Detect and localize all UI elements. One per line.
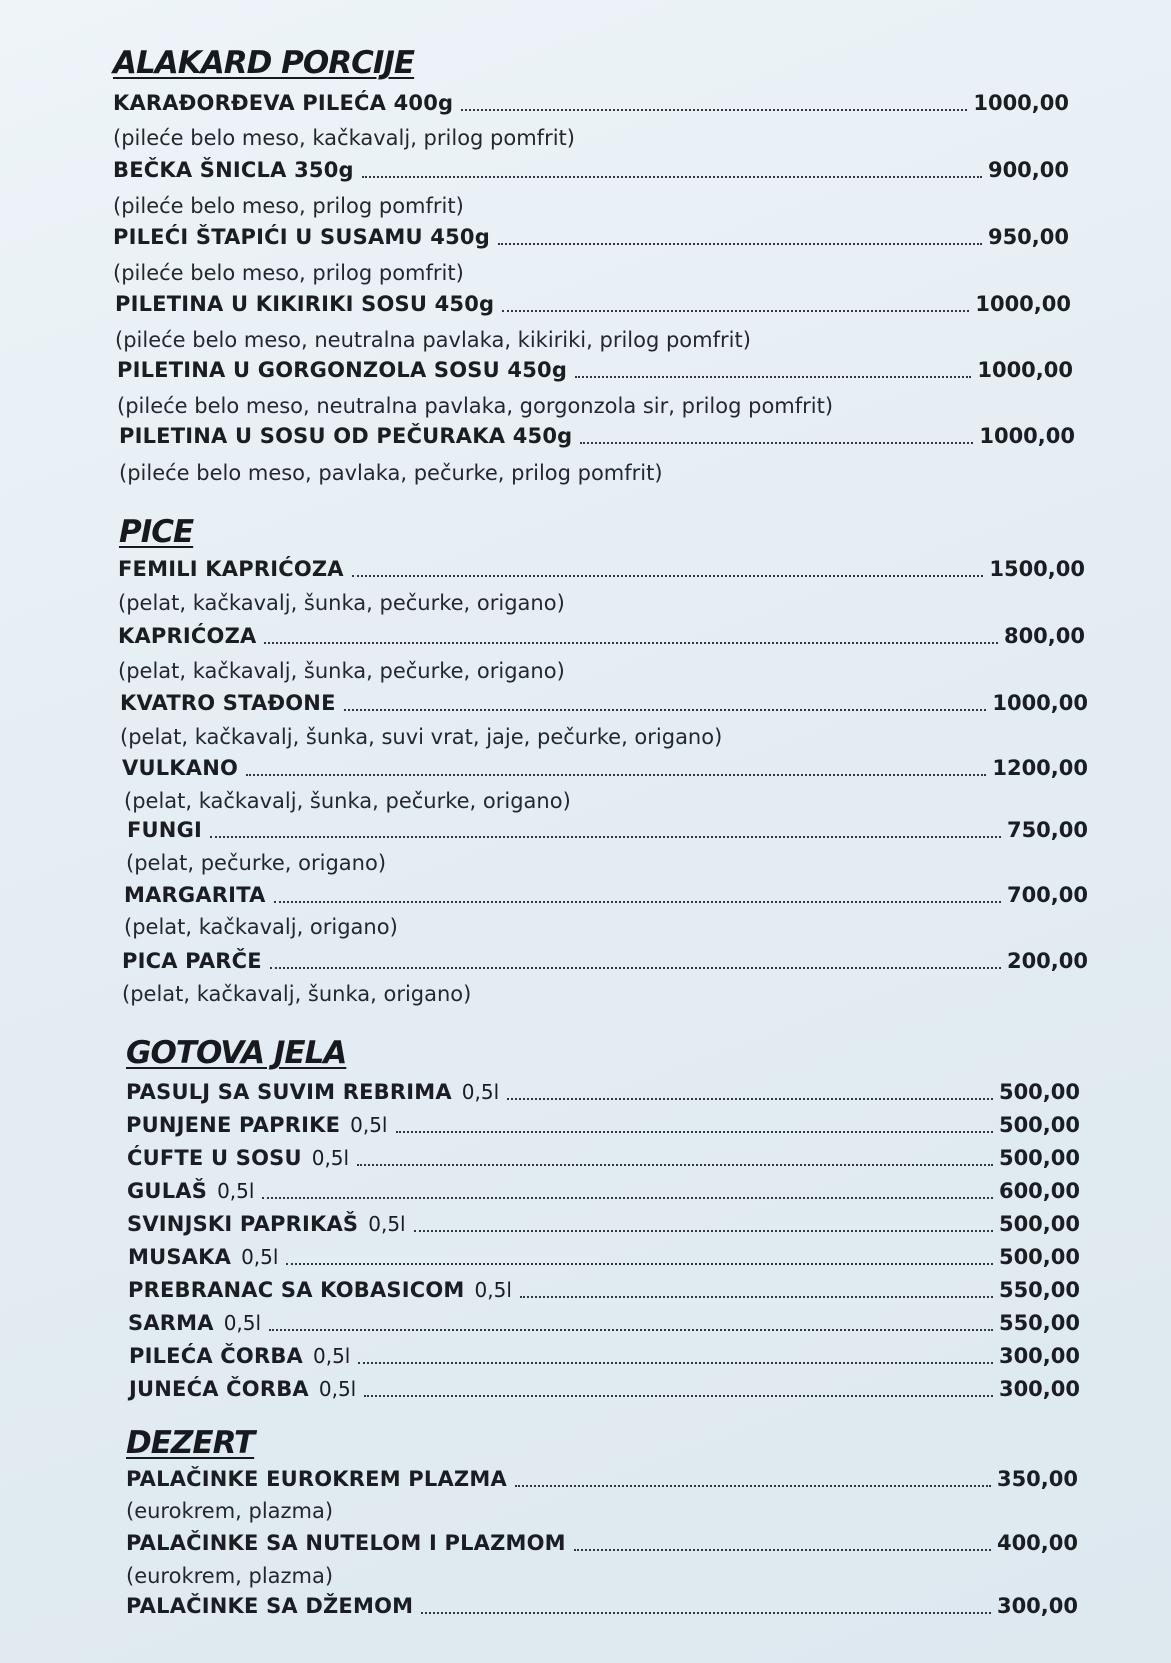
item-volume: 0,5l [368, 1212, 406, 1236]
item-name: FEMILI KAPRIĆOZA [118, 557, 344, 581]
item-description: (pileće belo meso, neutralna pavlaka, gorgonzola sir, prilog pomfrit) [117, 394, 834, 418]
item-price: 1200,00 [992, 756, 1088, 780]
item-name: MUSAKA [128, 1245, 232, 1269]
item-description: (pileće belo meso, kačkavalj, prilog pomfrit) [113, 126, 575, 150]
item-volume: 0,5l [474, 1278, 512, 1302]
item-price: 800,00 [1003, 624, 1085, 648]
item-name: KARAĐORĐEVA PILEĆA 400g [113, 91, 454, 115]
menu-item [129, 1377, 1080, 1401]
item-volume: 0,5l [217, 1179, 255, 1203]
menu-item [119, 424, 1075, 448]
menu-item [113, 91, 1069, 115]
item-name: FUNGI [127, 818, 203, 842]
item-description: (pileće belo meso, prilog pomfrit) [113, 194, 464, 218]
dot-leader [262, 1197, 993, 1199]
item-name: BEČKA ŠNICLA 350g [113, 158, 354, 182]
item-name: PILETINA U SOSU OD PEČURAKA 450g [119, 424, 573, 448]
item-name: ĆUFTE U SOSU [127, 1146, 302, 1170]
dot-leader [286, 1263, 993, 1265]
menu-item [128, 1245, 1080, 1269]
item-price: 400,00 [996, 1531, 1078, 1555]
menu-item [127, 1179, 1080, 1203]
dot-leader [421, 1612, 991, 1614]
menu-item [127, 1212, 1080, 1236]
item-price: 200,00 [1006, 949, 1088, 973]
dot-leader [396, 1131, 993, 1133]
item-name: PICA PARČE [122, 949, 262, 973]
item-price: 500,00 [998, 1212, 1080, 1236]
dot-leader [498, 243, 982, 245]
item-name: VULKANO [122, 756, 239, 780]
item-name: SARMA [128, 1311, 214, 1335]
menu-item [113, 158, 1069, 182]
dot-leader [364, 1395, 993, 1397]
item-price: 750,00 [1006, 818, 1088, 842]
item-description: (eurokrem, plazma) [126, 1499, 334, 1523]
item-price: 300,00 [998, 1377, 1080, 1401]
menu-item [117, 358, 1073, 382]
item-description: (pelat, kačkavalj, šunka, suvi vrat, jaje, pečurke, origano) [120, 725, 723, 749]
menu-item [129, 1344, 1080, 1368]
menu-item [122, 949, 1088, 973]
dot-leader [520, 1296, 993, 1298]
item-name: MARGARITA [124, 883, 266, 907]
item-volume: 0,5l [350, 1113, 388, 1137]
menu-item [124, 883, 1088, 907]
item-name: KVATRO STAĐONE [120, 691, 336, 715]
item-name: PALAČINKE SA DŽEMOM [126, 1594, 414, 1618]
section-title-gotova-jela: GOTOVA JELA [126, 1035, 347, 1071]
item-price: 1500,00 [989, 557, 1085, 581]
item-name: PREBRANAC SA KOBASICOM [128, 1278, 465, 1302]
menu-item [126, 1531, 1078, 1555]
dot-leader [461, 109, 967, 111]
item-description: (pelat, kačkavalj, šunka, pečurke, origano) [118, 591, 565, 615]
dot-leader [502, 310, 969, 312]
item-name: KAPRIĆOZA [118, 624, 257, 648]
menu-item [113, 225, 1069, 249]
item-name: PALAČINKE EUROKREM PLAZMA [126, 1467, 507, 1491]
menu-item [127, 1146, 1080, 1170]
menu-item [126, 1467, 1078, 1491]
dot-leader [344, 709, 987, 711]
menu-item [122, 756, 1088, 780]
section-title-dezert: DEZERT [126, 1425, 255, 1461]
item-price: 1000,00 [977, 358, 1073, 382]
dot-leader [507, 1098, 993, 1100]
item-description: (pelat, kačkavalj, šunka, origano) [122, 982, 472, 1006]
item-volume: 0,5l [313, 1344, 351, 1368]
item-price: 350,00 [996, 1467, 1078, 1491]
dot-leader [574, 1549, 991, 1551]
dot-leader [357, 1164, 993, 1166]
item-description: (pelat, kačkavalj, šunka, pečurke, origano) [118, 659, 565, 683]
item-price: 550,00 [998, 1311, 1080, 1335]
item-price: 700,00 [1006, 883, 1088, 907]
item-price: 500,00 [998, 1080, 1080, 1104]
item-price: 900,00 [987, 158, 1069, 182]
item-price: 1000,00 [979, 424, 1075, 448]
item-description: (pelat, kačkavalj, origano) [124, 915, 398, 939]
menu-item [128, 1311, 1080, 1335]
dot-leader [274, 901, 1001, 903]
dot-leader [575, 376, 971, 378]
menu-item [118, 557, 1085, 581]
dot-leader [352, 575, 984, 577]
item-volume: 0,5l [241, 1245, 279, 1269]
dot-leader [210, 836, 1001, 838]
dot-leader [270, 967, 1001, 969]
item-price: 300,00 [996, 1594, 1078, 1618]
item-description: (pelat, kačkavalj, šunka, pečurke, origano) [124, 789, 571, 813]
item-price: 500,00 [998, 1113, 1080, 1137]
item-name: PILEĆA ČORBA [129, 1344, 303, 1368]
item-price: 1000,00 [992, 691, 1088, 715]
item-price: 600,00 [998, 1179, 1080, 1203]
item-name: PILETINA U GORGONZOLA SOSU 450g [117, 358, 568, 382]
dot-leader [264, 642, 998, 644]
item-name: SVINJSKI PAPRIKAŠ [127, 1212, 359, 1236]
menu-item [115, 292, 1071, 316]
dot-leader [580, 442, 973, 444]
menu-item [127, 818, 1088, 842]
item-description: (pelat, pečurke, origano) [126, 851, 387, 875]
item-name: PUNJENE PAPRIKE [126, 1113, 341, 1137]
item-volume: 0,5l [223, 1311, 262, 1335]
item-price: 950,00 [987, 225, 1069, 249]
dot-leader [362, 176, 982, 178]
item-description: (pileće belo meso, neutralna pavlaka, kikiriki, prilog pomfrit) [115, 328, 751, 352]
menu-item [126, 1113, 1080, 1137]
menu-item [118, 624, 1085, 648]
menu-item [126, 1080, 1080, 1104]
item-volume: 0,5l [461, 1080, 500, 1104]
menu-item [120, 691, 1088, 715]
item-name: PASULJ SA SUVIM REBRIMA [126, 1080, 452, 1104]
dot-leader [246, 774, 986, 776]
item-name: PALAČINKE SA NUTELOM I PLAZMOM [126, 1531, 566, 1555]
item-price: 1000,00 [975, 292, 1071, 316]
item-description: (pileće belo meso, pavlaka, pečurke, prilog pomfrit) [119, 461, 663, 485]
section-title-alakard: ALAKARD PORCIJE [113, 45, 415, 81]
item-name: JUNEĆA ČORBA [129, 1377, 309, 1401]
item-volume: 0,5l [318, 1377, 357, 1401]
item-price: 500,00 [998, 1146, 1080, 1170]
item-volume: 0,5l [311, 1146, 350, 1170]
item-description: (pileće belo meso, prilog pomfrit) [113, 261, 464, 285]
dot-leader [414, 1230, 993, 1232]
dot-leader [269, 1329, 993, 1331]
item-price: 300,00 [998, 1344, 1080, 1368]
item-price: 1000,00 [973, 91, 1069, 115]
item-name: PILEĆI ŠTAPIĆI U SUSAMU 450g [113, 225, 490, 249]
dot-leader [358, 1362, 993, 1364]
menu-item [128, 1278, 1080, 1302]
item-price: 500,00 [998, 1245, 1080, 1269]
dot-leader [515, 1485, 991, 1487]
item-description: (eurokrem, plazma) [126, 1564, 334, 1588]
section-title-pice: PICE [119, 514, 194, 550]
item-name: GULAŠ [127, 1179, 208, 1203]
item-name: PILETINA U KIKIRIKI SOSU 450g [115, 292, 495, 316]
menu-item [126, 1594, 1078, 1618]
item-price: 550,00 [998, 1278, 1080, 1302]
